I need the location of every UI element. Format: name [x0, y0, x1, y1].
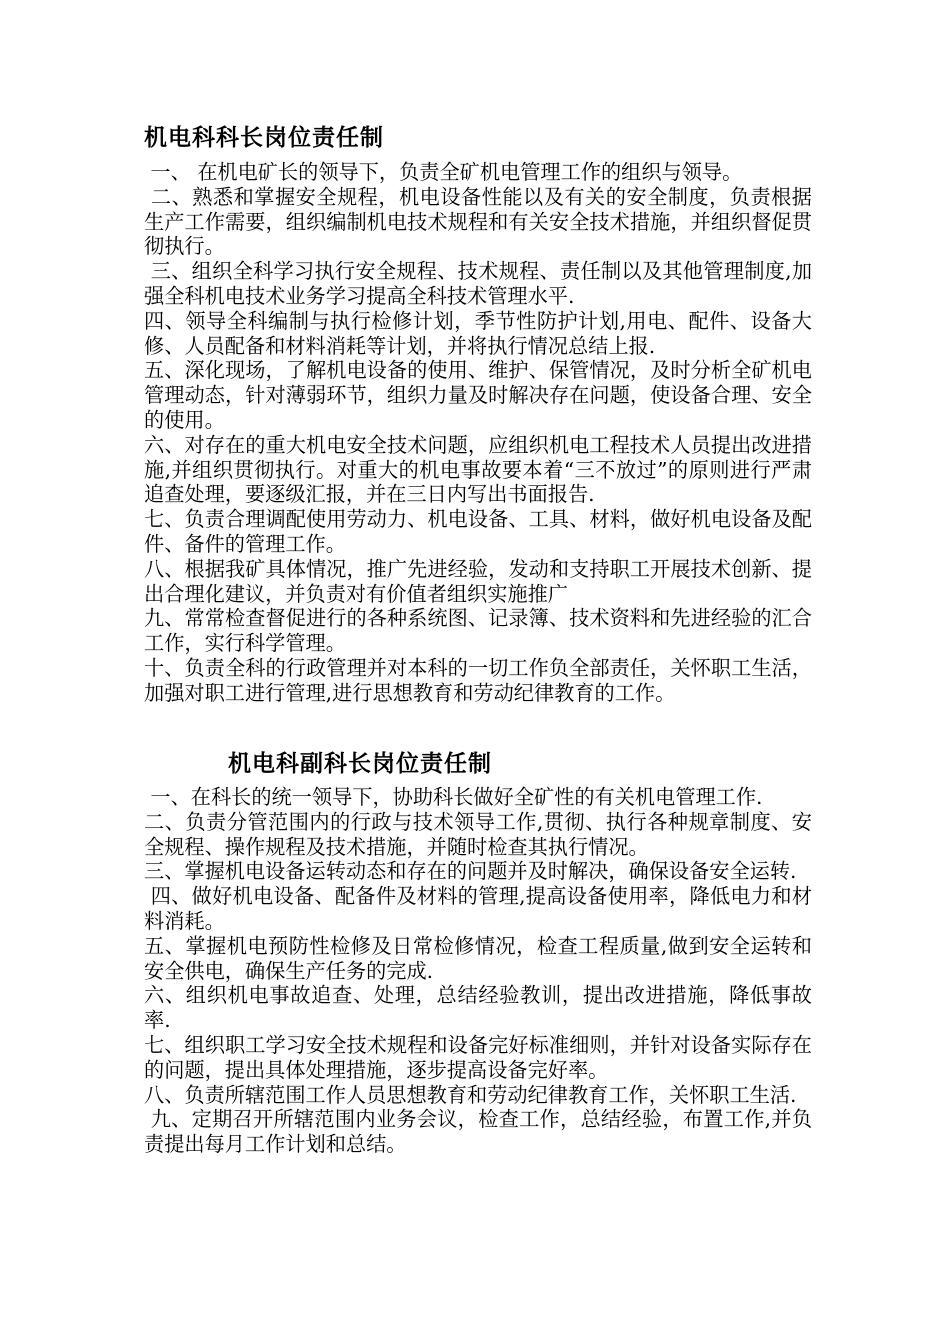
section-2-item: 二、负责分管范围内的行政与技术领导工作,贯彻、执行各种规章制度、安全规程、操作规程及技术措施，并随时检查其执行情况。 — [144, 809, 812, 859]
section-1-item: 六、对存在的重大机电安全技术问题，应组织机电工程技术人员提出改进措施,并组织贯彻执行。对重大的机电事故要本着“三不放过”的原则进行严肃追查处理，要逐级汇报，并在三日内写出书面报告. — [144, 432, 812, 507]
section-1-body — [144, 160, 812, 706]
section-2-body — [144, 785, 812, 1157]
section-2-item: 七、组织职工学习安全技术规程和设备完好标准细则，并针对设备实际存在的问题，提出具体处理措施，逐步提高设备完好率。 — [144, 1032, 812, 1082]
section-2-title: 机电科副科长岗位责任制 — [228, 751, 492, 777]
section-1-item: 五、深化现场，了解机电设备的使用、维护、保管情况，及时分析全矿机电管理动态，针对薄弱环节，组织力量及时解决存在问题，使设备合理、安全的使用。 — [144, 358, 812, 432]
section-2-item: 三、掌握机电设备运转动态和存在的问题并及时解决，确保设备安全运转. — [144, 859, 797, 884]
section-1-item: 八、根据我矿具体情况，推广先进经验，发动和支持职工开展技术创新、提出合理化建议，并负责对有价值者组织实施推广 — [144, 556, 812, 606]
section-1-item: 一、 在机电矿长的领导下，负责全矿机电管理工作的组织与领导。 — [144, 160, 743, 184]
section-2-item: 五、掌握机电预防性检修及日常检修情况，检查工程质量,做到安全运转和安全供电，确保生产任务的完成. — [144, 933, 812, 983]
section-1-item: 四、领导全科编制与执行检修计划，季节性防护计划,用电、配件、设备大修、人员配备和材料消耗等计划，并将执行情况总结上报. — [144, 308, 812, 358]
section-1-item: 十、负责全科的行政管理并对本科的一切工作负全部责任，关怀职工生活，加强对职工进行管理,进行思想教育和劳动纪律教育的工作。 — [144, 655, 812, 705]
section-2-item: 四、做好机电设备、配备件及材料的管理,提高设备使用率，降低电力和材料消耗。 — [144, 884, 813, 933]
section-2-item: 八、负责所辖范围工作人员思想教育和劳动纪律教育工作，关怀职工生活. — [144, 1082, 797, 1107]
section-1-title: 机电科科长岗位责任制 — [144, 125, 384, 151]
section-1-item: 九、常常检查督促进行的各种系统图、记录簿、技术资料和先进经验的汇合工作，实行科学管理。 — [144, 606, 812, 656]
section-1-item: 七、负责合理调配使用劳动力、机电设备、工具、材料，做好机电设备及配件、备件的管理工作。 — [144, 507, 812, 556]
section-2-item: 九、定期召开所辖范围内业务会议，检查工作，总结经验，布置工作,并负责提出每月工作计划和总结。 — [144, 1107, 813, 1157]
section-1-item: 二、熟悉和掌握安全规程，机电设备性能以及有关的安全制度，负责根据生产工作需要，组织编制机电技术规程和有关安全技术措施，并组织督促贯彻执行。 — [144, 184, 812, 259]
section-1-item: 三、组织全科学习执行安全规程、技术规程、责任制以及其他管理制度,加强全科机电技术业务学习提高全科技术管理水平. — [144, 259, 813, 308]
section-2-item: 一、在科长的统一领导下，协助科长做好全矿性的有关机电管理工作. — [144, 785, 763, 809]
section-2-item: 六、组织机电事故追查、处理，总结经验教训，提出改进措施，降低事故率. — [144, 983, 812, 1033]
